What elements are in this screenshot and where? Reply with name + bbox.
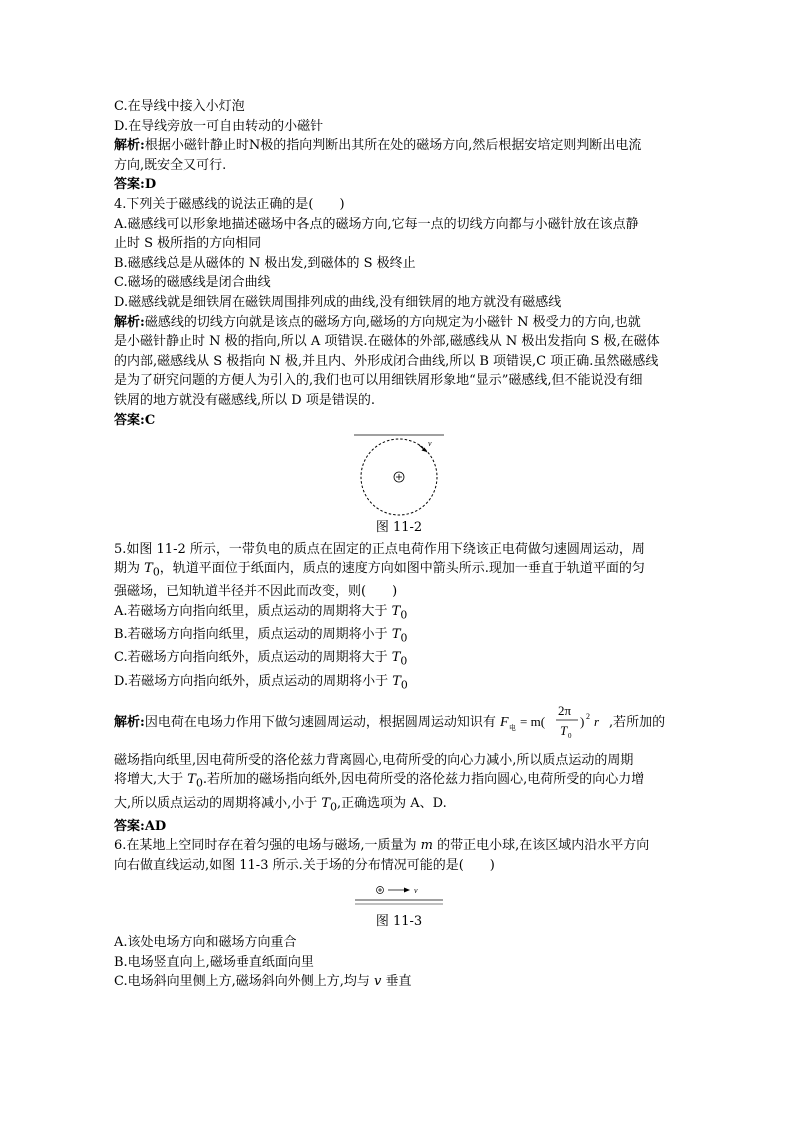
period-symbol: T xyxy=(391,627,401,643)
q5-option-c-text: C.若磁场方向指向纸外，质点运动的周期将大于 xyxy=(114,650,392,666)
q5-analysis-text: ,正确选项为 A、D. xyxy=(336,795,447,811)
q5-analysis-line-2: 磁场指向纸里,因电荷所受的洛伦兹力背离圆心,电荷所受的向心力减小,所以质点运动的周期 xyxy=(114,752,634,768)
q6-option-c-text: 垂直 xyxy=(381,974,412,990)
q5-stem-line-1: 5.如图 11-2 所示，一带负电的质点在固定的正点电荷作用下绕该正电荷做匀速圆周运动，周 xyxy=(114,541,645,557)
q6-option-a: A.该处电场方向和磁场方向重合 xyxy=(114,935,297,951)
document-content xyxy=(114,97,684,992)
q5-option-b-text: B.若磁场方向指向纸里，质点运动的周期将小于 xyxy=(114,627,392,643)
formula-numerator: 2π xyxy=(558,702,572,718)
q6-option-b: B.电场竖直向上,磁场垂直纸面向里 xyxy=(114,954,314,970)
formula-subscript: 电 xyxy=(509,723,516,732)
answer-label: 答案: xyxy=(114,818,145,834)
q5-answer xyxy=(114,817,684,837)
q5-option-b xyxy=(114,625,684,648)
period-symbol: T xyxy=(391,604,401,620)
q6-stem-line-2: 向右做直线运动,如图 11-3 所示.关于场的分布情况可能的是( ) xyxy=(114,857,495,873)
q5-option-a-text: A.若磁场方向指向纸里，质点运动的周期将大于 xyxy=(114,604,392,620)
q5-analysis-prefix: 因电荷在电场力作用下做匀速圆周运动，根据圆周运动知识有 xyxy=(144,714,496,730)
q4-option-c: C.磁场的磁感线是闭合曲线 xyxy=(114,275,271,291)
answer-value: AD xyxy=(144,818,167,834)
figure-11-3 xyxy=(114,882,684,908)
q5-option-d xyxy=(114,672,684,695)
q6-option-c-text: C.电场斜向里侧上方,磁场斜向外侧上方,均与 xyxy=(114,974,375,990)
q5-stem-text-a: 期为 xyxy=(114,561,145,577)
q4-answer xyxy=(114,411,684,431)
q5-stem-text-b: ，轨道平面位于纸面内，质点的速度方向如图中箭头所示.现加一垂直于轨道平面的匀 xyxy=(159,561,645,577)
figure-11-3-caption: 图 11-3 xyxy=(375,913,423,929)
q5-option-a xyxy=(114,602,684,625)
circular-orbit-diagram xyxy=(349,434,449,518)
analysis-label: 解析: xyxy=(114,138,145,154)
q5-analysis-line-3 xyxy=(114,770,684,793)
q5-analysis-text-a xyxy=(114,713,496,733)
q6-stem-line-1 xyxy=(114,836,684,856)
q4-analysis-line-2: 是小磁针静止时 N 极的指向,所以 A 项错误.在磁体的外部,磁感线从 N 极出发指向 S 极,在磁体 xyxy=(114,334,660,350)
q3-option-d: D.在导线旁放一可自由转动的小磁针 xyxy=(114,118,324,134)
answer-value: C xyxy=(144,412,156,428)
q3-analysis-line-2: 方向,既安全又可行. xyxy=(114,157,227,173)
velocity-label: v xyxy=(414,885,418,895)
period-symbol: T xyxy=(144,561,153,577)
period-symbol: T xyxy=(321,795,331,811)
velocity-symbol: v xyxy=(374,974,382,990)
q5-analysis-text: .若所加的磁场指向纸外,因电荷所受的洛伦兹力指向圆心,电荷所受的向心力增 xyxy=(202,772,645,788)
q5-analysis-text: 将增大,大于 xyxy=(114,772,188,788)
q5-analysis-line-1 xyxy=(114,701,684,741)
q4-option-a-line-1: A.磁感线可以形象地描述磁场中各点的磁场方向,它每一点的切线方向都与小磁针放在该点静 xyxy=(114,216,639,232)
velocity-label: v xyxy=(428,439,432,449)
q4-analysis-line-3: 的内部,磁感线从 S 极指向 N 极,并且内、外形成闭合曲线,所以 B 项错误,C 项正确.虽然磁感线 xyxy=(114,353,659,369)
q6-stem-text: 6.在某地上空同时存在着匀强的电场与磁场,一质量为 xyxy=(114,838,421,854)
formula-force: F xyxy=(500,714,509,730)
formula-close-paren: ) xyxy=(580,713,585,729)
period-symbol: T xyxy=(187,772,196,788)
period-subscript: 0 xyxy=(400,608,408,622)
q4-stem: 4.下列关于磁感线的说法正确的是( ) xyxy=(114,196,345,212)
q6-option-c xyxy=(114,972,684,992)
q4-analysis-line-1 xyxy=(114,313,684,333)
centripetal-force-formula xyxy=(500,701,606,741)
figure-11-2-caption: 图 11-2 xyxy=(375,520,423,536)
formula-equals: = m( xyxy=(520,713,546,729)
period-subscript: 0 xyxy=(400,631,408,645)
arrow-head-icon xyxy=(404,887,410,892)
q3-analysis-text: 根据小磁针静止时N极的指向判断出其所在处的磁场方向,然后根据安培定则判断出电流 xyxy=(144,138,642,154)
q5-analysis-line-4 xyxy=(114,794,684,817)
horizontal-motion-diagram xyxy=(351,882,447,908)
answer-label: 答案: xyxy=(114,412,145,428)
q5-stem-line-3: 强磁场，已知轨道半径并不因此而改变，则( ) xyxy=(114,584,398,600)
period-subscript: 0 xyxy=(195,777,203,790)
period-subscript: 0 xyxy=(400,678,408,692)
q5-option-d-text: D.若磁场方向指向纸外，质点运动的周期将小于 xyxy=(114,673,393,689)
figure-11-2 xyxy=(114,434,684,518)
period-subscript: 0 xyxy=(400,655,408,669)
period-symbol: T xyxy=(392,673,401,689)
formula-square: 2 xyxy=(586,711,590,721)
answer-label: 答案: xyxy=(114,177,145,193)
q4-analysis-text: 磁感线的切线方向就是该点的磁场方向,磁场的方向规定为小磁针 N 极受力的方向,也就 xyxy=(144,314,641,330)
q3-option-c: C.在导线中接入小灯泡 xyxy=(114,99,245,114)
q6-stem-text: 的带正电小球,在该区域内沿水平方向 xyxy=(433,838,650,854)
formula-denominator: T xyxy=(560,722,568,738)
q4-option-a-line-2: 止时 S 极所指的方向相同 xyxy=(114,236,262,252)
q4-option-d: D.磁感线就是细铁屑在磁铁周围排列成的曲线,没有细铁屑的地方就没有磁感线 xyxy=(114,294,562,310)
period-subscript: 0 xyxy=(152,565,160,579)
q3-analysis-line-1 xyxy=(114,136,684,156)
mass-symbol: m xyxy=(420,838,433,854)
q4-option-b: B.磁感线总是从磁体的 N 极出发,到磁体的 S 极终止 xyxy=(114,255,416,271)
q4-analysis-line-5: 铁屑的地方就没有磁感线,所以 D 项是错误的. xyxy=(114,392,375,408)
formula-denominator-subscript: 0 xyxy=(568,731,572,740)
answer-value: D xyxy=(144,177,157,193)
period-symbol: T xyxy=(391,650,401,666)
q4-analysis-line-4: 是为了研究问题的方便人为引入的,我们也可以用细铁屑形象地“显示”磁感线,但不能说没有细 xyxy=(114,373,643,389)
q5-analysis-text-b: ,若所加的 xyxy=(609,714,666,730)
q5-option-c xyxy=(114,648,684,671)
q3-answer xyxy=(114,175,684,195)
formula-radius: r xyxy=(594,713,600,729)
q5-stem-line-2 xyxy=(114,559,684,582)
q5-analysis-text: 大,所以质点运动的周期将减小,小于 xyxy=(114,795,322,811)
analysis-label: 解析: xyxy=(114,314,145,330)
analysis-label: 解析: xyxy=(114,714,145,730)
period-subscript: 0 xyxy=(330,800,337,814)
